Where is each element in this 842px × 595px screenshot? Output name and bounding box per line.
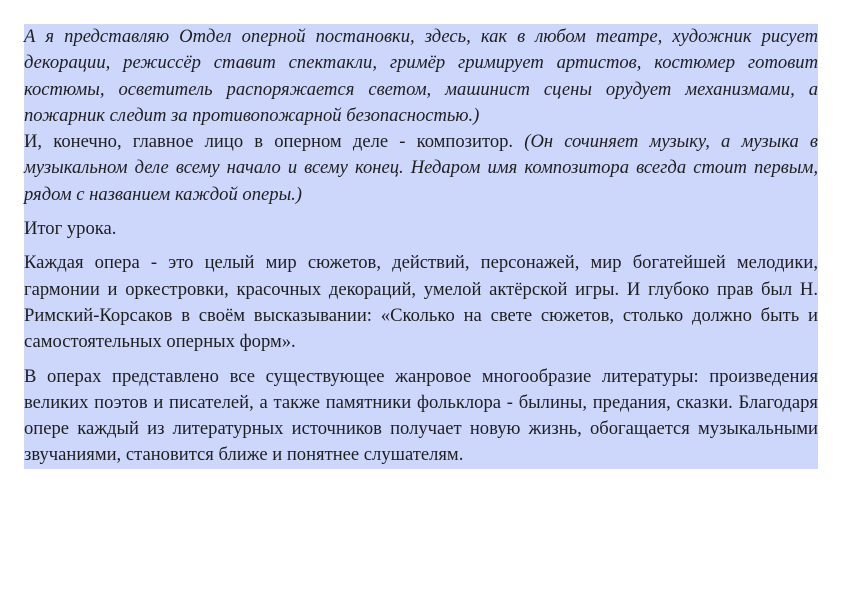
text-block [24, 24, 818, 469]
paragraph-opera-world: Каждая опера - это целый мир сюжетов, действий, персонажей, мир богатейшей мелодики, гармонии и оркестровки, красочных декораций, умелой актёрской игры. И глубоко прав был Н. Римский-Корсаков в своём высказывании: «Сколько на свете сюжетов, столько должно быть и самостоятельных оперных форм». [24, 252, 818, 353]
paragraph-literary-genres: В операх представлено все существующее жанровое многообразие литературы: произведения великих поэтов и писателей, а также памятники фольклора - былины, предания, сказки. Благодаря опере каждый из литературных источников получает новую жизнь, обогащается музыкальными звучаниями, становится ближе и понятнее слушателям. [24, 365, 818, 466]
lesson-summary-heading: Итог урока. [24, 218, 117, 240]
paragraph-opera-staging-department: А я представляю Отдел оперной постановки, здесь, как в любом театре, художник рисует декорации, режиссёр ставит спектакли, гримёр гримирует артистов, костюмер готовит костюмы, осветитель распоряжается светом, машинист сцены орудует механизмами, а пожарник следит за противопожарной безопасностью.) [24, 26, 818, 126]
paragraph-composer [24, 129, 818, 208]
composer-statement: И, конечно, главное лицо в оперном деле - композитор. [24, 131, 525, 153]
composer-note: (Он сочиняет музыку, а музыка в музыкальном деле всему начало и всему конец. Недаром имя композитора всегда стоит первым, рядом с названием каждой оперы.) [24, 131, 818, 205]
